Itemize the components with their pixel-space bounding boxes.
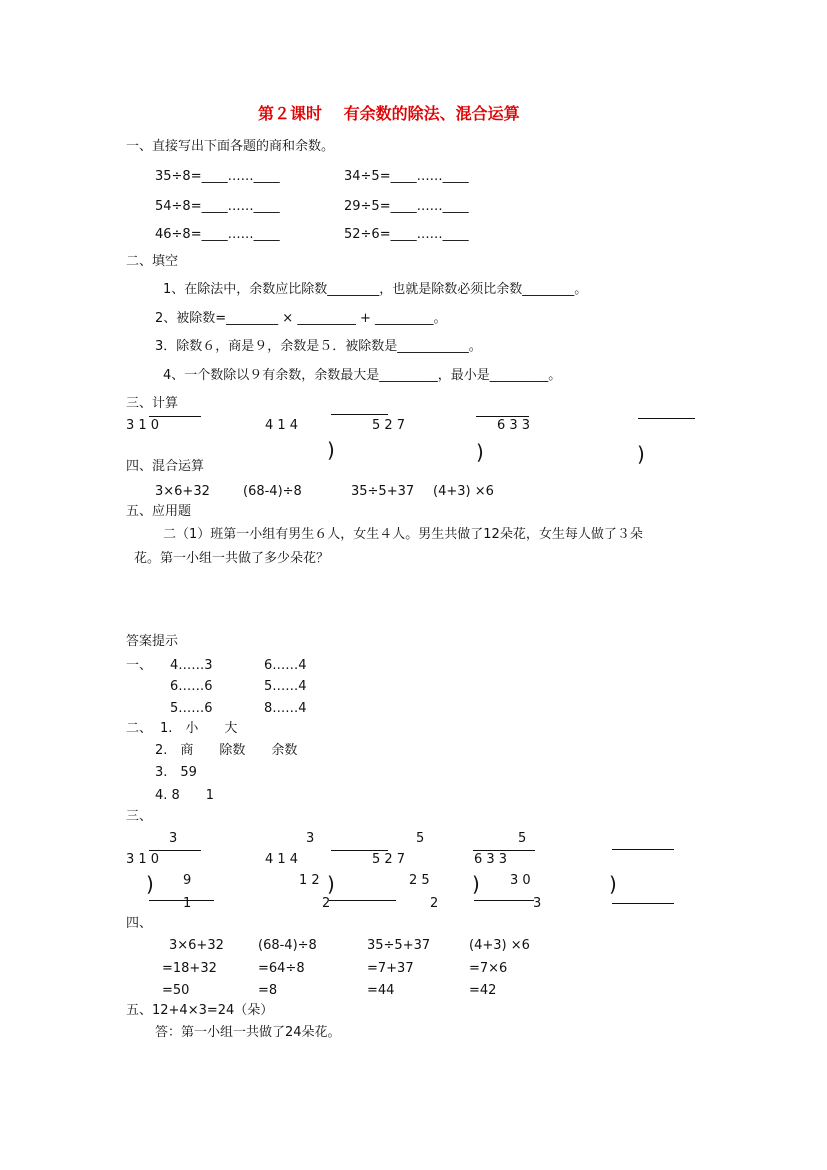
a3-dividend: 6 3 3 — [474, 852, 508, 867]
section-1-heading: 一、直接写出下面各题的商和余数。 — [126, 139, 335, 154]
section-3-heading: 三、计算 — [126, 396, 179, 411]
a4-step: =44 — [367, 983, 395, 998]
division-bar — [638, 418, 695, 419]
a3-quotient: 3 — [306, 831, 315, 846]
a4-step: 3×6+32 — [169, 938, 224, 953]
a3-dividend: 3 1 0 — [126, 852, 160, 867]
a3-remainder: 3 — [533, 896, 542, 911]
a2-label: 二、 — [126, 721, 153, 736]
s3-dividend: 3 1 0 — [126, 418, 160, 433]
a2-row: 2. 商 除数 余数 — [155, 743, 298, 758]
a4-step: =7×6 — [469, 961, 508, 976]
a2-row: 1. 小 大 — [160, 721, 238, 736]
s1-item: 29÷5=____……____ — [344, 199, 469, 214]
a1-item: 4……3 — [170, 658, 213, 673]
division-bracket: ) — [327, 438, 335, 462]
division-bracket: ) — [637, 442, 645, 466]
division-bracket: ) — [472, 872, 480, 896]
division-bracket: ) — [609, 872, 617, 896]
section-4-heading: 四、混合运算 — [126, 459, 205, 474]
s1-item: 35÷8=____……____ — [155, 169, 280, 184]
a3-product: 3 0 — [510, 873, 531, 888]
subtraction-line — [149, 900, 214, 901]
s4-expression: 35÷5+37 — [351, 484, 415, 499]
a3-dividend: 4 1 4 — [265, 852, 299, 867]
a4-label: 四、 — [126, 916, 153, 931]
division-bracket: ) — [327, 872, 335, 896]
s1-item: 52÷6=____……____ — [344, 227, 469, 242]
s4-expression: 3×6+32 — [155, 484, 210, 499]
subtraction-line — [329, 900, 396, 901]
section-2-heading: 二、填空 — [126, 254, 179, 269]
a4-step: =64÷8 — [258, 961, 305, 976]
a1-item: 6……4 — [264, 658, 307, 673]
page-title: 第２课时 有余数的除法、混合运算 — [258, 104, 520, 123]
a1-item: 5……4 — [264, 679, 307, 694]
subtraction-line — [612, 903, 674, 904]
s4-expression: (4+3) ×6 — [433, 484, 494, 499]
a4-step: =42 — [469, 983, 497, 998]
division-bar — [331, 850, 388, 851]
s5-problem-line-1: 二（1）班第一小组有男生６人，女生４人。男生共做了12朵花，女生每人做了３朵 — [163, 527, 643, 542]
s2-question-1: 1、在除法中，余数应比除数________，也就是除数必须比余数________。 — [163, 282, 588, 297]
answers-heading: 答案提示 — [126, 634, 179, 649]
a1-item: 6……6 — [170, 679, 213, 694]
s5-problem-line-2: 花。第一小组一共做了多少朵花？ — [134, 551, 330, 566]
a3-remainder: 2 — [322, 896, 331, 911]
a2-row: 4. 8 1 — [155, 788, 215, 803]
a3-product: 1 2 — [299, 873, 320, 888]
s2-question-3: 3．除数６，商是９，余数是５．被除数是___________。 — [155, 339, 482, 354]
a3-remainder: 2 — [430, 896, 439, 911]
a3-quotient: 5 — [416, 831, 425, 846]
a4-step: =50 — [162, 983, 190, 998]
a3-product: 2 5 — [409, 873, 430, 888]
a4-step: =7+37 — [367, 961, 414, 976]
a3-label: 三、 — [126, 809, 153, 824]
a4-step: =8 — [258, 983, 278, 998]
division-bar — [149, 416, 201, 417]
a4-step: 35÷5+37 — [367, 938, 431, 953]
division-bracket: ) — [146, 872, 154, 896]
a5-answer: 答：第一小组一共做了24朵花。 — [155, 1025, 341, 1040]
division-bar — [476, 416, 529, 417]
a3-remainder: 1 — [183, 896, 192, 911]
s4-expression: (68-4)÷8 — [243, 484, 302, 499]
a3-product: 9 — [183, 873, 192, 888]
s3-dividend: 4 1 4 — [265, 418, 299, 433]
a3-quotient: 3 — [169, 831, 178, 846]
a1-item: 8……4 — [264, 701, 307, 716]
division-bar — [473, 850, 535, 851]
a4-step: =18+32 — [162, 961, 217, 976]
s1-item: 46÷8=____……____ — [155, 227, 280, 242]
s2-question-2: 2、被除数=________ × _________ + _________。 — [155, 311, 447, 326]
a5-equation: 五、12+4×3=24（朵） — [126, 1003, 274, 1018]
a1-label: 一、 — [126, 658, 153, 673]
a4-step: (4+3) ×6 — [469, 938, 530, 953]
s1-item: 34÷5=____……____ — [344, 169, 469, 184]
division-bracket: ) — [476, 440, 484, 464]
s1-item: 54÷8=____……____ — [155, 199, 280, 214]
division-bar — [331, 414, 388, 415]
a2-row: 3. 59 — [155, 765, 197, 780]
s3-dividend: 6 3 3 — [497, 418, 531, 433]
a1-item: 5……6 — [170, 701, 213, 716]
a3-quotient: 5 — [518, 831, 527, 846]
subtraction-line — [474, 900, 534, 901]
division-bar — [149, 850, 201, 851]
s2-question-4: 4、一个数除以９有余数，余数最大是_________，最小是_________。 — [163, 368, 562, 383]
a4-step: (68-4)÷8 — [258, 938, 317, 953]
section-5-heading: 五、应用题 — [126, 504, 192, 519]
division-bar — [612, 849, 674, 850]
a3-dividend: 5 2 7 — [372, 852, 406, 867]
s3-dividend: 5 2 7 — [372, 418, 406, 433]
